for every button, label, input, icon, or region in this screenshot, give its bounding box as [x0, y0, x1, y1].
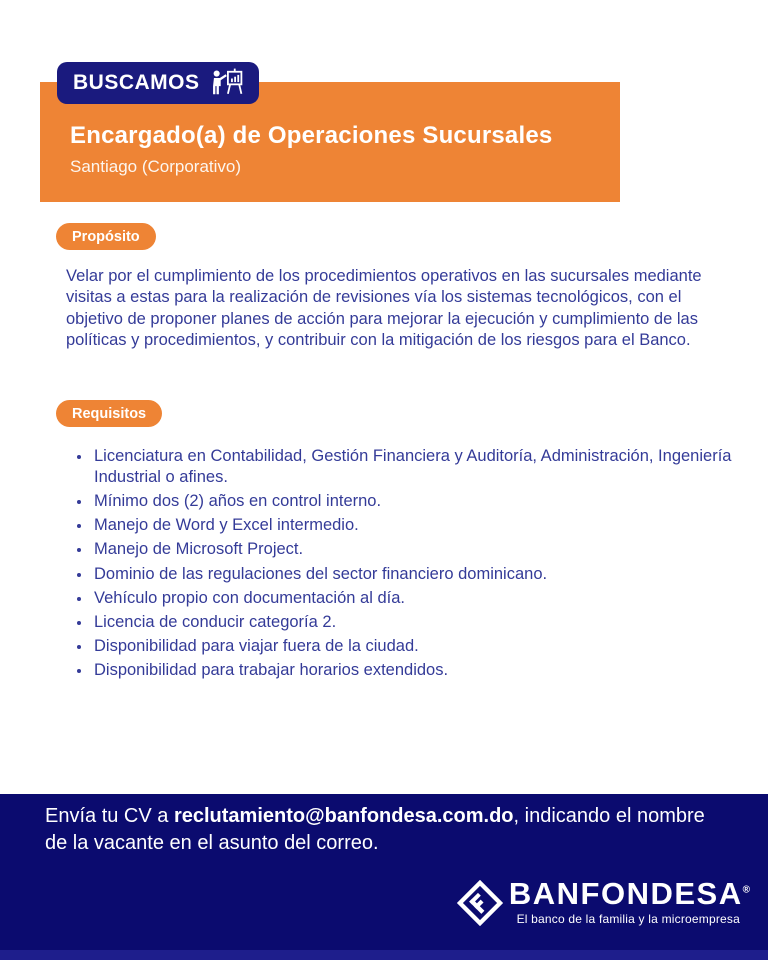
presenter-easel-icon [209, 68, 245, 98]
diamond-logo-icon [457, 878, 503, 926]
requirement-item: • Licencia de conducir categoría 2. [92, 612, 732, 633]
requirement-item: • Dominio de las regulaciones del sector financiero dominicano. [92, 564, 732, 585]
recruitment-email[interactable]: reclutamiento@banfondesa.com.do [173, 805, 514, 827]
requirement-item: • Vehículo propio con documentación al día. [92, 588, 732, 609]
page-title: Encargado(a) de Operaciones Sucursales [70, 122, 553, 149]
requirement-item: • Licenciatura en Contabilidad, Gestión Financiera y Auditoría, Administración, Ingeniería Industrial o afines. [92, 446, 732, 488]
cv-text-suffix: , indicando el nombre de la vacante en el asunto del correo. [45, 805, 705, 854]
requirement-item: • Disponibilidad para viajar fuera de la ciudad. [92, 636, 732, 657]
buscamos-label: BUSCAMOS [73, 71, 200, 94]
cv-text-prefix: Envía tu CV a [45, 805, 174, 827]
logo-text [509, 878, 750, 926]
requirement-item: • Mínimo dos (2) años en control interno. [92, 491, 732, 512]
brand-tagline: El banco de la familia y la microempresa [516, 912, 740, 926]
page-subtitle: Santiago (Corporativo) [70, 157, 242, 176]
buscamos-badge [57, 62, 259, 104]
requirement-item: • Manejo de Microsoft Project. [92, 539, 732, 560]
section-label-proposito: Propósito [56, 223, 156, 250]
purpose-paragraph: Velar por el cumplimiento de los procedimientos operativos en las sucursales mediante visitas a estas para la realización de revisiones vía los sistemas tecnológicos, con el objetivo de proponer planes de acción para mejorar la ejecución y cumplimiento de las políticas y procedimientos, y contribuir con la mitigación de los riesgos para el Banco. [66, 267, 702, 350]
banfondesa-logo [457, 878, 750, 926]
section-label-requisitos: Requisitos [56, 400, 162, 427]
requirements-list [66, 446, 732, 684]
footer [0, 794, 768, 960]
brand-wordmark [509, 878, 750, 909]
registered-mark: ® [742, 884, 750, 896]
bottom-accent-strip [0, 950, 768, 960]
requirement-item: • Manejo de Word y Excel intermedio. [92, 515, 732, 536]
cv-instructions [45, 803, 721, 857]
brand-name: BANFONDESA [508, 876, 743, 911]
requirement-item: • Disponibilidad para trabajar horarios extendidos. [92, 660, 732, 681]
